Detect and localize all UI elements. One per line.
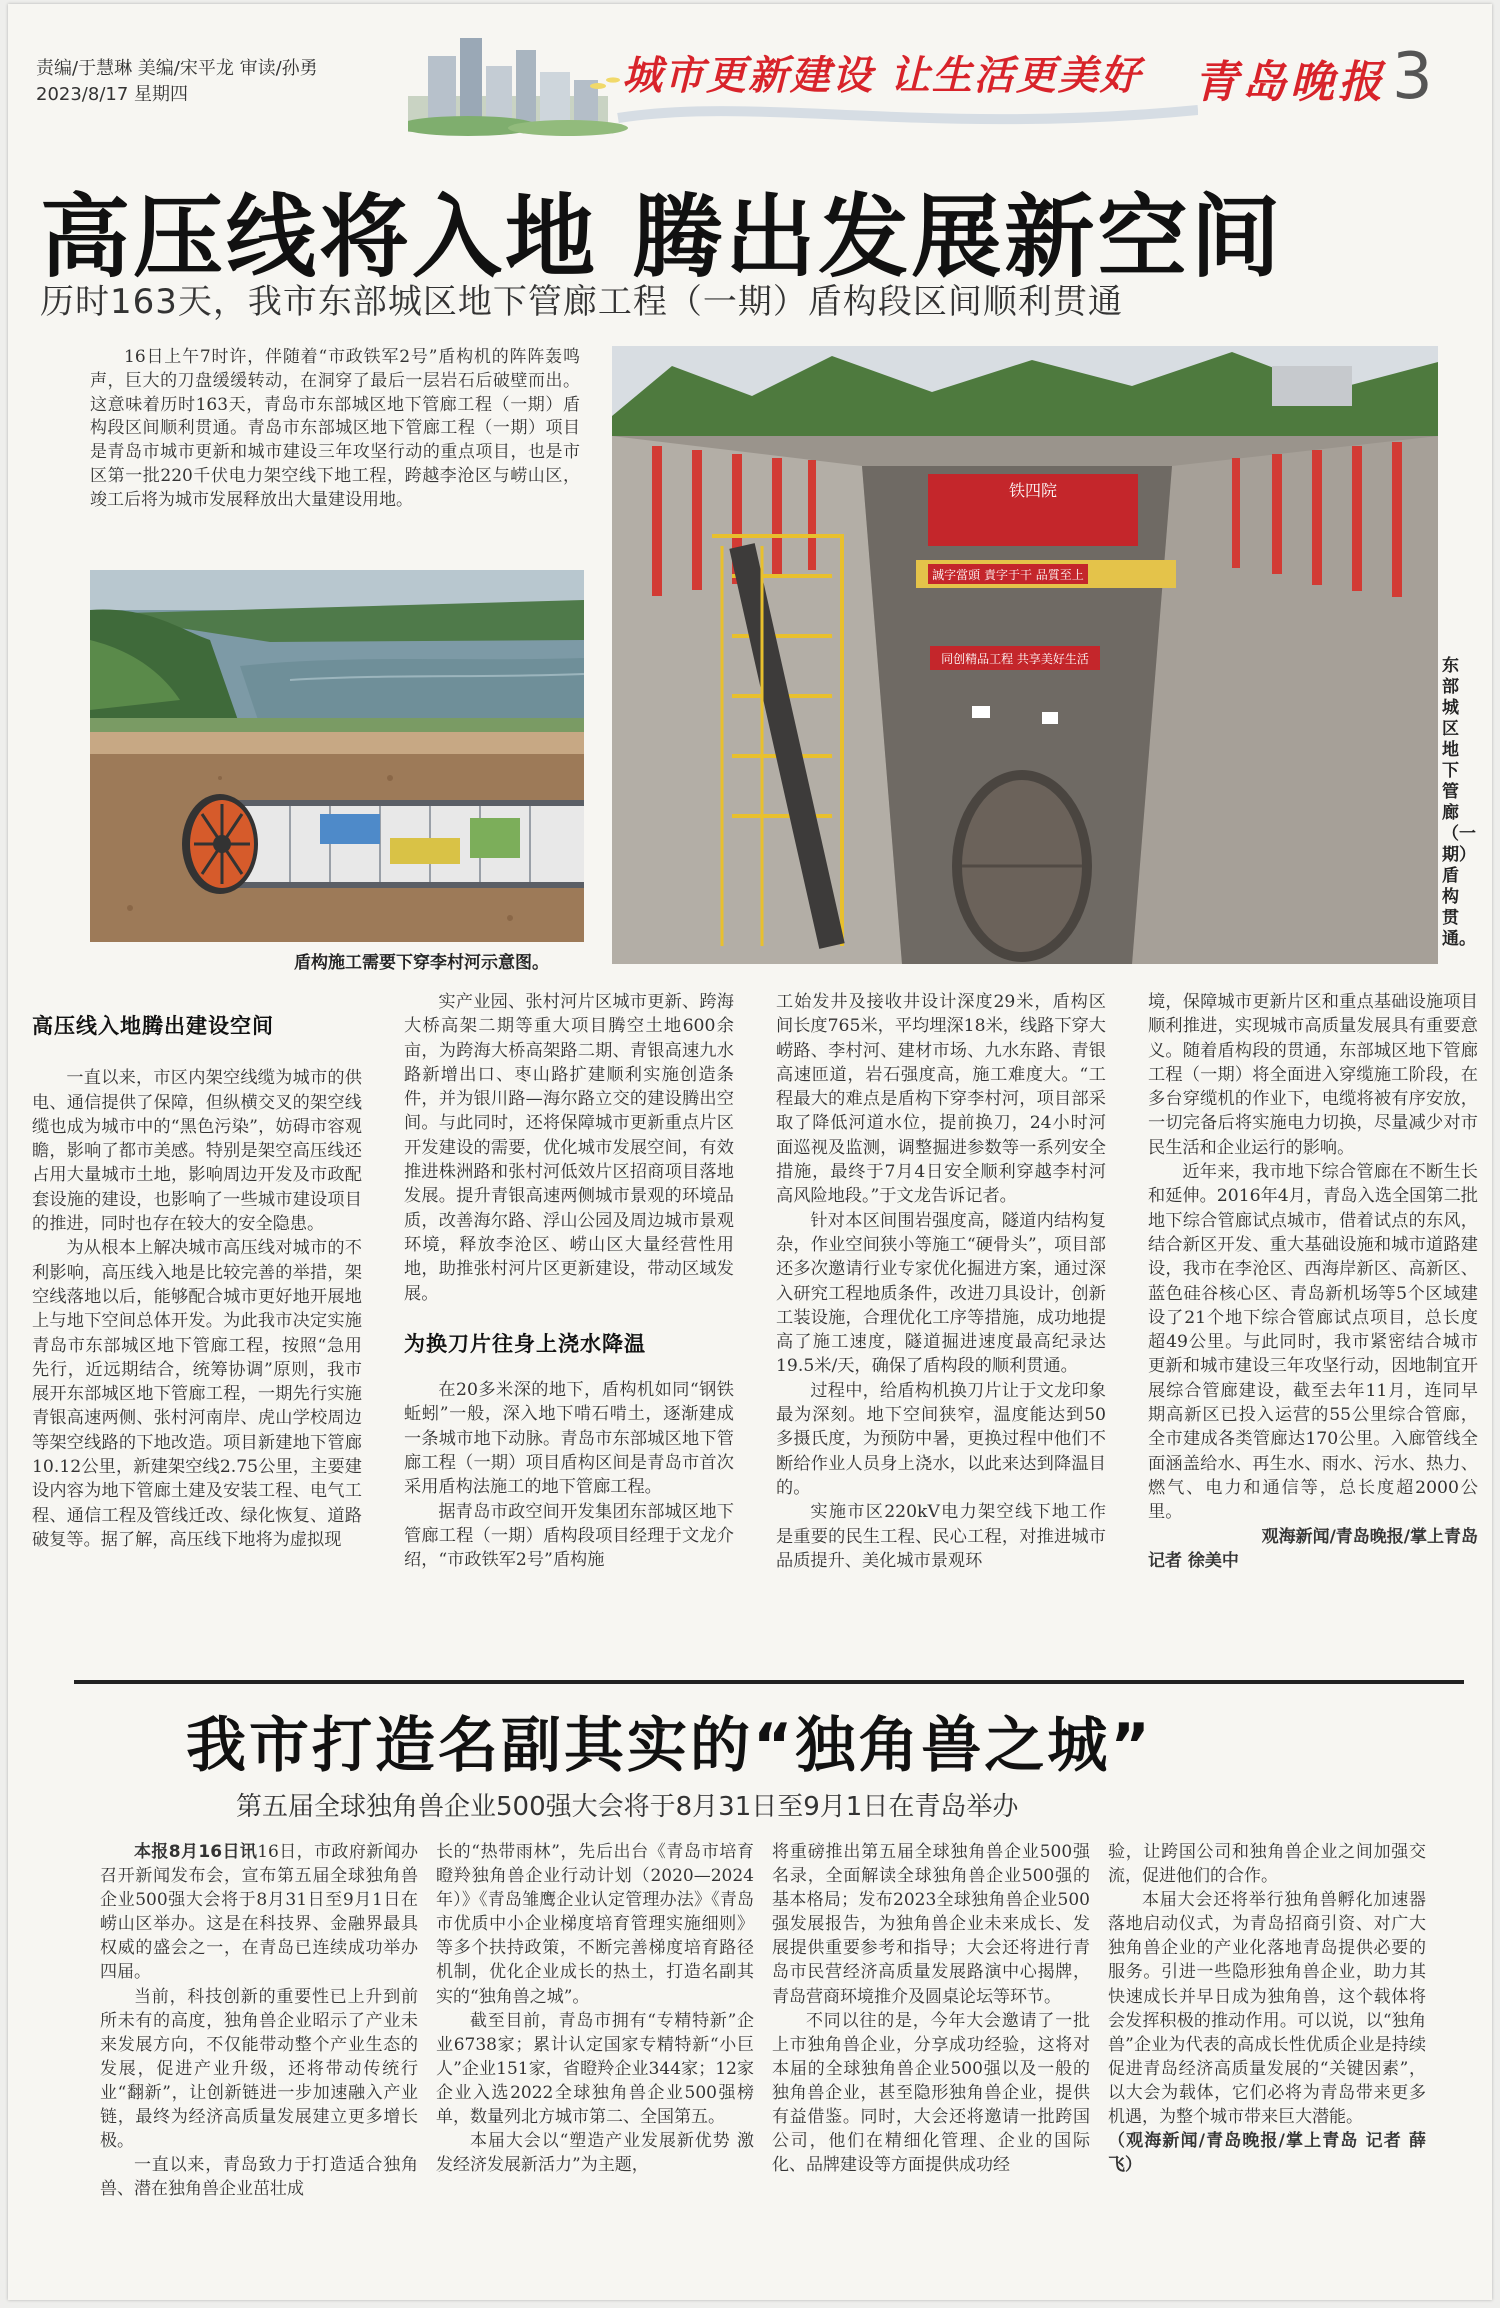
paragraph: 16日，市政府新闻办召开新闻发布会，宣布第五届全球独角兽企业500强大会将于8月31日至9月1日在崂山区举办。这是在科技界、金融界最具权威的盛会之一，在青岛已连续成功举办四届。 (100, 1842, 418, 1983)
paragraph: 针对本区间围岩强度高，隧道内结构复杂，作业空间狭小等施工“硬骨头”，项目部还多次邀请行业专家优化掘进方案，通过深入研究工程地质条件，改进刀具设计，创新工装设施，合理优化工序等措施，成功地提高了施工速度，隧道掘进速度最高纪录达19.5米/天，确保了盾构段的顺利贯通。 (776, 1210, 1106, 1377)
paragraph: 本届大会还将举行独角兽孵化加速器落地启动仪式，为青岛招商引资、对广大独角兽企业的产业化落地青岛提供必要的服务。引进一些隐形独角兽企业，助力其快速成长并早日成为独角兽，这个载体将会发挥积极的推动作用。可以说，以“独角兽”企业为代表的高成长性优质企业是持续促进青岛经济高质量发展的“关键因素”，以大会为载体，它们必将为青岛带来更多机遇，为整个城市带来巨大潜能。 (1108, 1890, 1426, 2128)
article2-column-4 (1108, 1840, 1426, 2177)
paragraph: 过程中，给盾构机换刀片让于文龙印象最为深刻。地下空间狭窄，温度能达到50多摄氏度，为预防中暑，更换过程中他们不断给作业人员身上浇水，以此来达到降温目的。 (776, 1380, 1106, 1498)
paragraph: 据青岛市政空间开发集团东部城区地下管廊工程（一期）盾构段项目经理于文龙介绍，“市政铁军2号”盾构施 (404, 1501, 734, 1571)
article-reporter: 记者 徐美中 (1148, 1550, 1239, 1571)
paragraph: 截至目前，青岛市拥有“专精特新”企业6738家；累计认定国家专精特新“小巨人”企业151家，省瞪羚企业344家；12家企业入选2022全球独角兽企业500强榜单，数量列北方城市第二、全国第五。 (436, 2010, 754, 2128)
photo-sign-slogan: 誠字當頭 責字于干 品質至上 (932, 568, 1084, 582)
shield-tunnel-shaft-photo (612, 346, 1438, 964)
tunnel-boring-diagram (90, 718, 584, 942)
editor-credits (36, 56, 318, 108)
paragraph: 实施市区220kV电力架空线下地工作是重要的民生工程、民心工程，对推进城市品质提升、美化城市景观环 (776, 1502, 1106, 1571)
page-number: 3 (1392, 40, 1433, 114)
article1-column-2 (404, 990, 734, 1573)
paragraph: 当前，科技创新的重要性已上升到前所未有的高度，独角兽企业昭示了产业未来发展方向，不仅能带动整个产业生态的发展，促进产业升级，还将带动传统行业“翻新”，让创新链进一步加速融入产业链，最终为经济高质量发展建立更多增长极。 (100, 1986, 418, 2152)
paragraph: 在20多米深的地下，盾构机如同“钢铁蚯蚓”一般，深入地下啃石啃土，逐渐建成一条城市地下动脉。青岛市东部城区地下管廊工程（一期）项目盾构区间是青岛市首次采用盾构法施工的地下管廊工程。 (404, 1380, 734, 1498)
paragraph: 实产业园、张村河片区城市更新、跨海大桥高架二期等重大项目腾空土地600余亩，为跨海大桥高架路二期、青银高速九水路新增出口、枣山路扩建顺利实施创造条件，并为银川路—海尔路立交的建设腾出空间。与此同时，还将保障城市更新重点片区开发建设的需要，优化城市发展空间，有效推进株洲路和张村河低效片区招商项目落地发展。提升青银高速两侧城市景观的环境品质，改善海尔路、浮山公园及周边城市景观环境，释放李沧区、崂山区大量经营性用地，助推张村河片区更新建设，带动区域发展。 (404, 992, 734, 1304)
section-heading: 高压线入地腾出建设空间 (32, 1014, 274, 1038)
paragraph: 验，让跨国公司和独角兽企业之间加强交流，促进他们的合作。 (1108, 1842, 1426, 1887)
credits-line: 责编/于慧琳 美编/宋平龙 审读/孙勇 (36, 58, 318, 79)
article2-column-2 (436, 1840, 754, 2177)
main-headline: 高压线将入地 腾出发展新空间 (40, 185, 1284, 290)
article2-byline: （观海新闻/青岛晚报/掌上青岛 记者 薛飞） (1108, 2131, 1426, 2176)
article1-column-3 (776, 990, 1106, 1573)
photo-caption-vertical: 东部城区地下管廊（一期）盾构贯通。 (1442, 656, 1476, 949)
section-heading: 为换刀片往身上浇水降温 (404, 1331, 646, 1356)
lead-paragraph: 16日上午7时许，伴随着“市政铁军2号”盾构机的阵阵轰鸣声，巨大的刀盘缓缓转动，在洞穿了最后一层岩石后破壁而出。这意味着历时163天，青岛市东部城区地下管廊工程（一期）盾构段区间顺利贯通。青岛市东部城区地下管廊工程（一期）项目是青岛市城市更新和城市建设三年攻坚行动的重点项目，也是市区第一批220千伏电力架空线下地工程，跨越李沧区与崂山区，竣工后将为城市发展释放出大量建设用地。 (90, 347, 580, 510)
paragraph: 境，保障城市更新片区和重点基础设施项目顺利推进，实现城市高质量发展具有重要意义。随着盾构段的贯通，东部城区地下管廊工程（一期）将全面进入穿缆施工阶段，在多台穿缆机的作业下，电缆将被有序安放，一切完备后将实施电力切换，尽量减少对市民生活和企业运行的影响。 (1148, 992, 1478, 1158)
newspaper-logo: 青岛晚报 (1194, 57, 1386, 108)
river-photo (90, 570, 584, 726)
article2-dateline: 本报8月16日讯 (134, 1842, 258, 1862)
photo-sign-company: 铁四院 (1008, 481, 1058, 500)
paragraph: 工始发井及接收井设计深度29米，盾构区间长度765米，平均埋深18米，线路下穿大崂路、李村河、建材市场、九水东路、青银高速匝道，岩石强度高，施工难度大。“工程最大的难点是盾构下穿李村河，项目部采取了降低河道水位，提前换刀，24小时河面巡视及监测，调整掘进参数等一系列安全措施，最终于7月4日安全顺利穿越李村河高风险地段。”于文龙告诉记者。 (776, 992, 1106, 1207)
article2-column-3 (772, 1840, 1090, 2177)
banner-slogan: 城市更新建设 让生活更美好 (622, 53, 1142, 99)
issue-date: 2023/8/17 星期四 (36, 84, 189, 105)
newspaper-page (8, 4, 1492, 2300)
article2-headline: 我市打造名副其实的“独角兽之城” (186, 1711, 1153, 1781)
paragraph: 将重磅推出第五届全球独角兽企业500强名录，全面解读全球独角兽企业500强的基本格局；发布2023全球独角兽企业500强发展报告，为独角兽企业未来成长、发展提供重要参考和指导；大会还将进行青岛市民营经济高质量发展路演中心揭牌，青岛营商环境推介及圆桌论坛等环节。 (772, 1842, 1090, 2007)
diagram-caption: 盾构施工需要下穿李村河示意图。 (294, 953, 549, 973)
article1-column-4 (1148, 990, 1478, 1573)
paragraph: 不同以往的是，今年大会邀请了一批上市独角兽企业，分享成功经验，这将对本届的全球独角兽企业500强以及一般的独角兽企业，甚至隐形独角兽企业，提供有益借鉴。同时，大会还将邀请一批跨国公司，他们在精细化管理、企业的国际化、品牌建设等方面提供成功经 (772, 2010, 1090, 2176)
paragraph: 本届大会以“塑造产业发展新优势 激发经济发展新活力”为主题， (436, 2131, 754, 2176)
paragraph: 近年来，我市地下综合管廊在不断生长和延伸。2016年4月，青岛入选全国第二批地下综合管廊试点城市，借着试点的东风，结合新区开发、重大基础设施和城市道路建设，我市在李沧区、西海岸新区、高新区、蓝色硅谷核心区、青岛新机场等5个区域建设了21个地下综合管廊试点项目，总长度超49公里。与此同时，我市紧密结合城市更新和城市建设三年攻坚行动，因地制宜开展综合管廊建设，截至去年11月，连同早期高新区已投入运营的55公里综合管廊，全市建成各类管廊达170公里。入廊管线全面涵盖给水、再生水、雨水、污水、热力、燃气、电力和通信等，总长度超2000公里。 (1148, 1162, 1478, 1523)
paragraph: 为从根本上解决城市高压线对城市的不利影响，高压线入地是比较完善的举措，架空线落地以后，能够配合城市更好地开展地上与地下空间总体开发。为此我市决定实施青岛市东部城区地下管廊工程，按照“急用先行，近远期结合，统筹协调”原则，我市展开东部城区地下管廊工程，一期先行实施青银高速两侧、张村河南岸、虎山学校周边等架空线路的下地改造。项目新建地下管廊10.12公里，新建架空线2.75公里，主要建设内容为地下管廊土建及安装工程、电气工程、通信工程及管线迁改、绿化恢复、道路破复等。据了解，高压线下地将为虚拟现 (32, 1238, 362, 1550)
photo-sign-motto: 同创精品工程 共享美好生活 (941, 652, 1089, 666)
paragraph: 长的“热带雨林”，先后出台《青岛市培育瞪羚独角兽企业行动计划（2020—2024年）》《青岛雏鹰企业认定管理办法》《青岛市优质中小企业梯度培育管理实施细则》等多个扶持政策，不断完善梯度培育路径机制，优化企业成长的热土，打造名副其实的“独角兽之城”。 (436, 1842, 754, 2007)
main-subhead: 历时163天，我市东部城区地下管廊工程（一期）盾构段区间顺利贯通 (40, 282, 1123, 322)
article2-subhead: 第五届全球独角兽企业500强大会将于8月31日至9月1日在青岛举办 (236, 1792, 1019, 1822)
article1-column-1 (32, 1014, 362, 1552)
article2-column-1 (100, 1840, 418, 2201)
paragraph: 一直以来，青岛致力于打造适合独角兽、潜在独角兽企业茁壮成 (100, 2155, 418, 2200)
paragraph: 一直以来，市区内架空线缆为城市的供电、通信提供了保障，但纵横交叉的架空线缆也成为城市中的“黑色污染”，妨碍市容观瞻，影响了都市美感。特别是架空高压线还占用大量城市土地，影响周边开发及市政配套设施的建设，也影响了一些城市建设项目的推进，同时也存在较大的安全隐患。 (32, 1068, 362, 1235)
article-byline: 观海新闻/青岛晚报/掌上青岛 (1261, 1526, 1478, 1547)
